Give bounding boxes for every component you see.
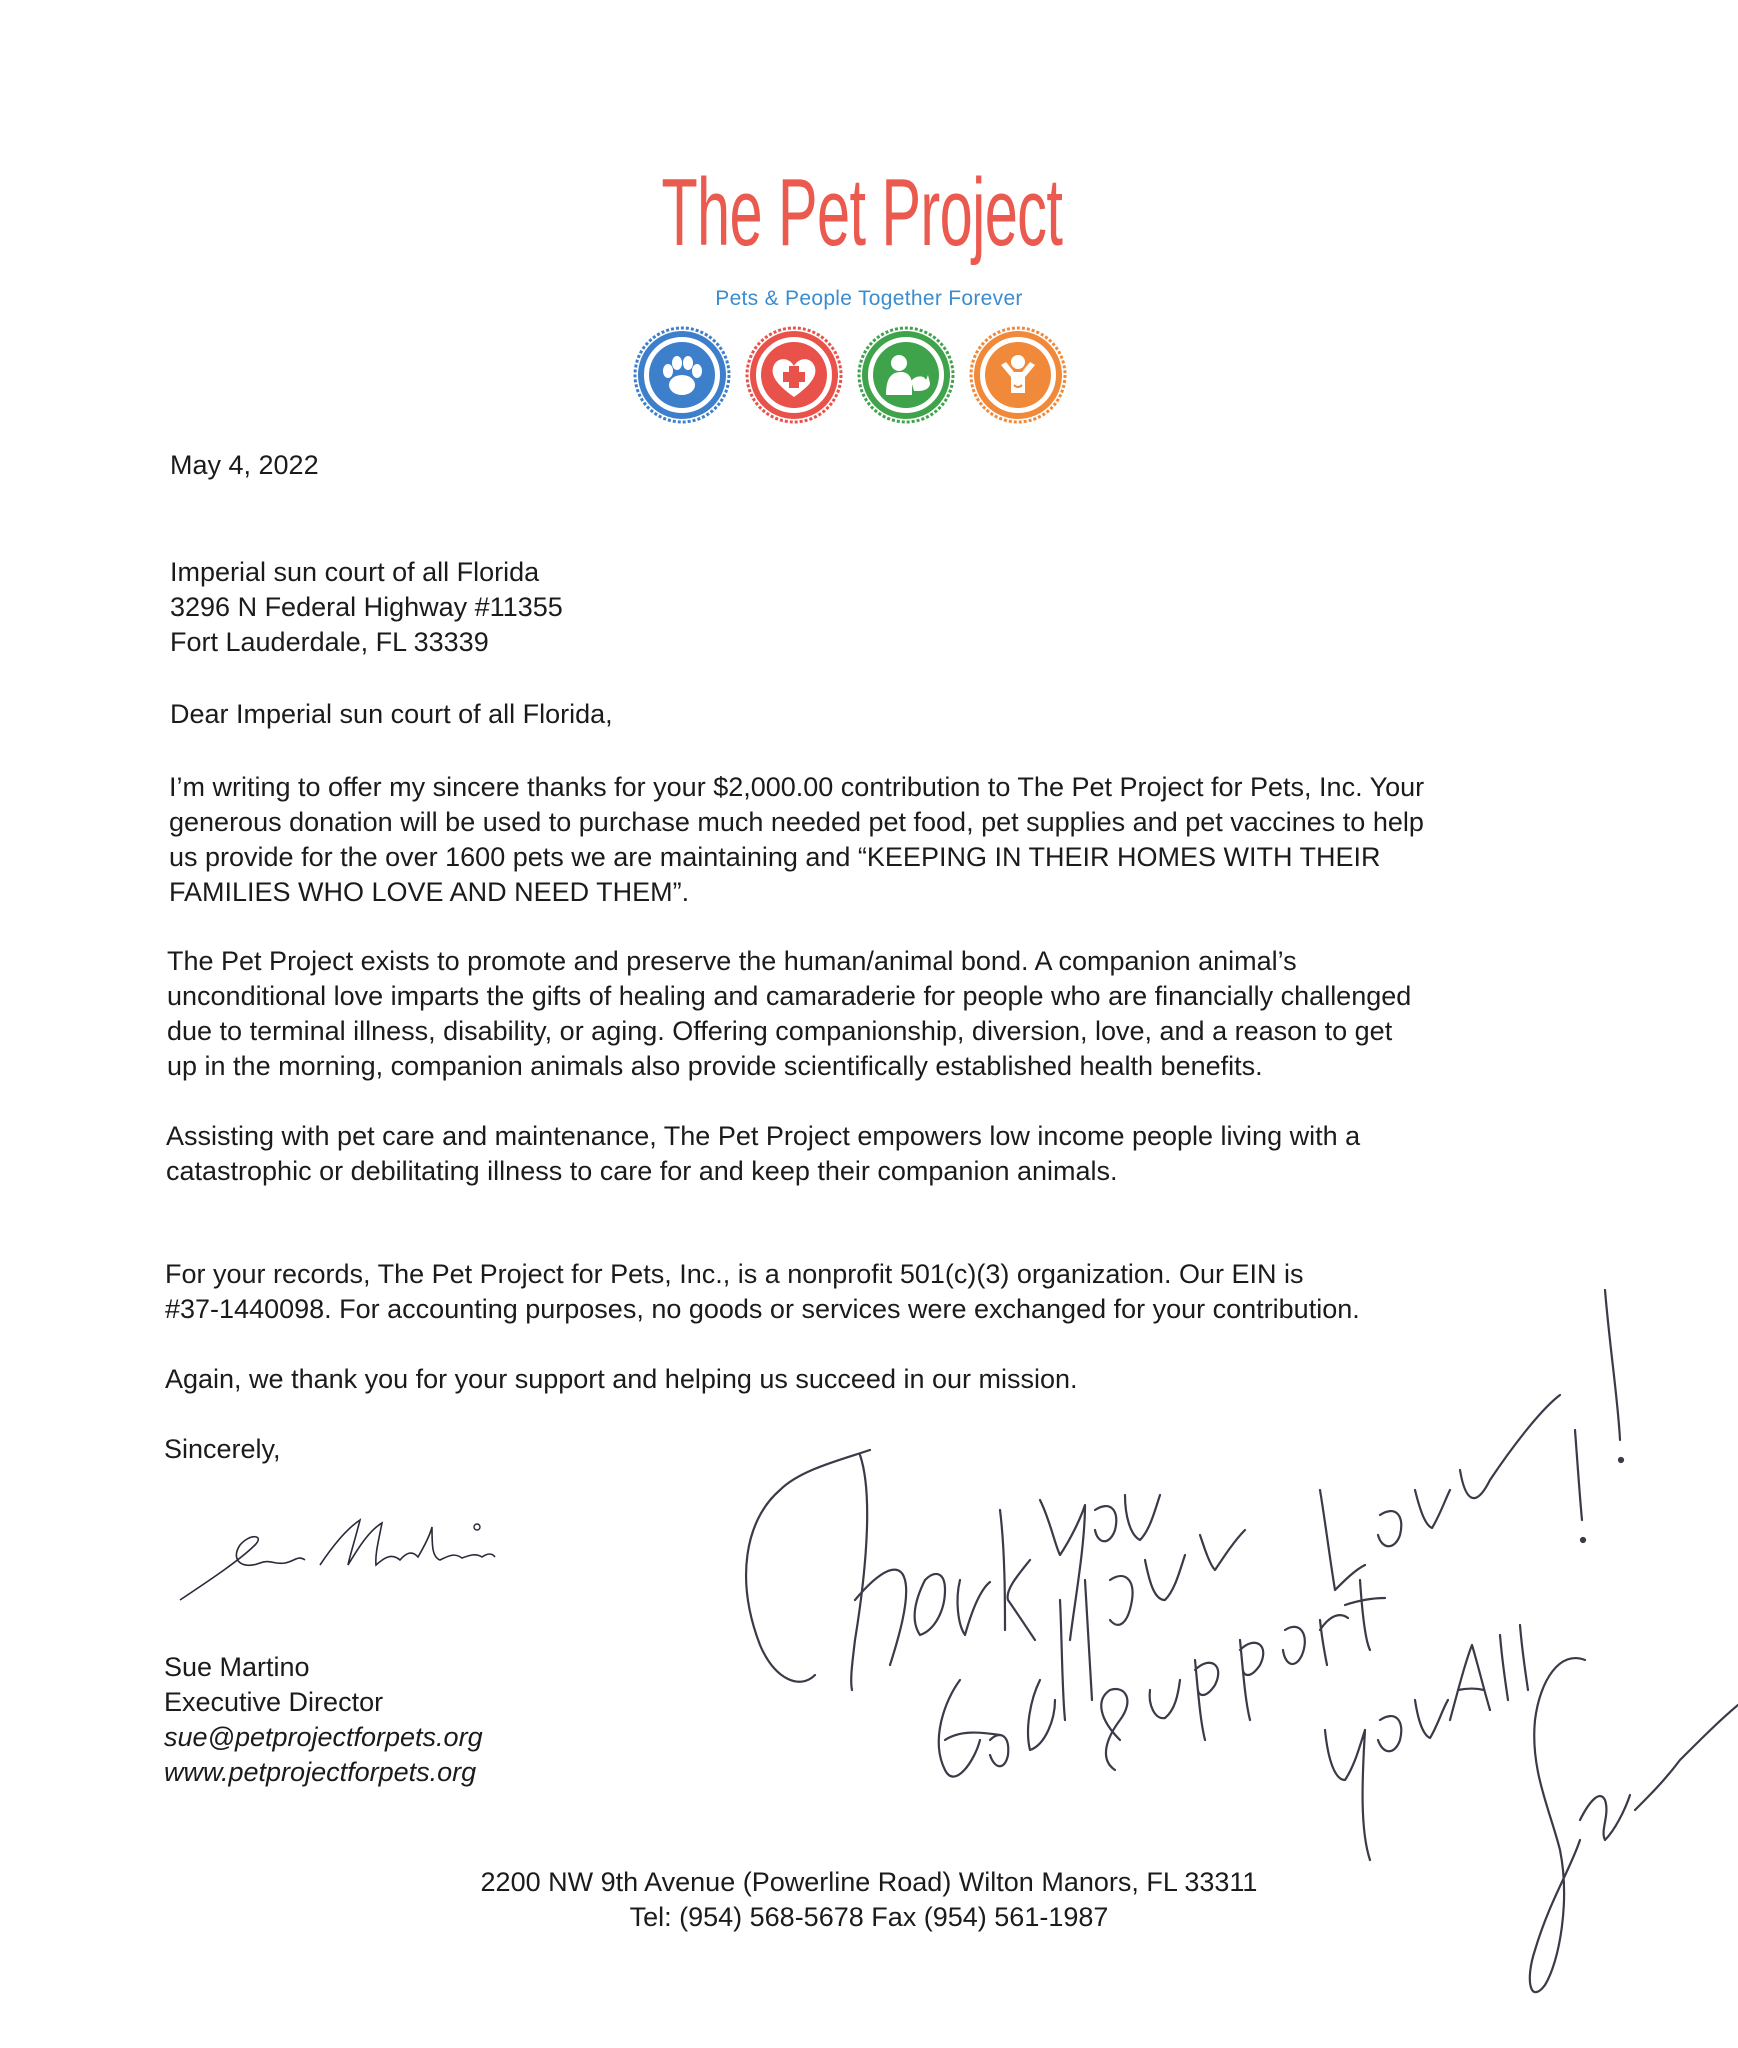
paragraph-line: up in the morning, companion animals also provide scientifically established health benefits. — [167, 1051, 1263, 1081]
paragraph-line: generous donation will be used to purchase much needed pet food, pet supplies and pet vaccines to help — [169, 807, 1424, 837]
paragraph-line: The Pet Project exists to promote and preserve the human/animal bond. A companion animal’s — [167, 946, 1297, 976]
logo-badges — [632, 325, 1072, 425]
paragraph-mission — [167, 944, 1411, 1084]
paragraph-line: For your records, The Pet Project for Pets, Inc., is a nonprofit 501(c)(3) organization. Our EIN is — [165, 1259, 1304, 1289]
recipient-city: Fort Lauderdale, FL 33339 — [170, 627, 489, 657]
person-pet-icon — [856, 325, 956, 425]
paragraph-line: #37-1440098. For accounting purposes, no goods or services were exchanged for your contribution. — [165, 1294, 1360, 1324]
paragraph-line: catastrophic or debilitating illness to care for and keep their companion animals. — [166, 1156, 1118, 1186]
signer-title: Executive Director — [164, 1687, 384, 1717]
recipient-street: 3296 N Federal Highway #11355 — [170, 592, 563, 622]
signer-website-link[interactable]: www.petprojectforpets.org — [164, 1757, 477, 1787]
paragraph-thanks: Again, we thank you for your support and helping us succeed in our mission. — [165, 1364, 1078, 1394]
paw-icon — [632, 325, 732, 425]
child-icon — [968, 325, 1068, 425]
footer-phones: Tel: (954) 568-5678 Fax (954) 561-1987 — [629, 1902, 1109, 1932]
paragraph-line: unconditional love imparts the gifts of healing and camaraderie for people who are financially challenged — [167, 981, 1412, 1011]
paragraph-line: Assisting with pet care and maintenance, The Pet Project empowers low income people living with a — [166, 1121, 1361, 1151]
heart-cross-icon — [744, 325, 844, 425]
organization-tagline: Pets & People Together Forever — [715, 287, 1023, 310]
paragraph-line: FAMILIES WHO LOVE AND NEED THEM”. — [169, 877, 690, 907]
signer-name: Sue Martino — [164, 1652, 310, 1682]
organization-logo-title: The Pet Project — [661, 159, 1063, 266]
signature-image — [170, 1505, 510, 1615]
paragraph-tax-records — [165, 1257, 1360, 1327]
paragraph-line: I’m writing to offer my sincere thanks for your $2,000.00 contribution to The Pet Project for Pets, Inc. Your — [169, 772, 1425, 802]
paragraph-line: us provide for the over 1600 pets we are maintaining and “KEEPING IN THEIR HOMES WITH THEIR — [169, 842, 1381, 872]
salutation: Dear Imperial sun court of all Florida, — [170, 699, 613, 729]
paragraph-contribution — [169, 770, 1424, 910]
letter-date: May 4, 2022 — [170, 450, 319, 480]
footer-address: 2200 NW 9th Avenue (Powerline Road) Wilton Manors, FL 33311 — [480, 1867, 1258, 1897]
paragraph-line: due to terminal illness, disability, or aging. Offering companionship, diversion, love, and a reason to get — [167, 1016, 1393, 1046]
recipient-name: Imperial sun court of all Florida — [170, 557, 540, 587]
paragraph-services — [166, 1119, 1360, 1189]
signer-email-link[interactable]: sue@petprojectforpets.org — [164, 1722, 483, 1752]
closing: Sincerely, — [164, 1434, 281, 1464]
